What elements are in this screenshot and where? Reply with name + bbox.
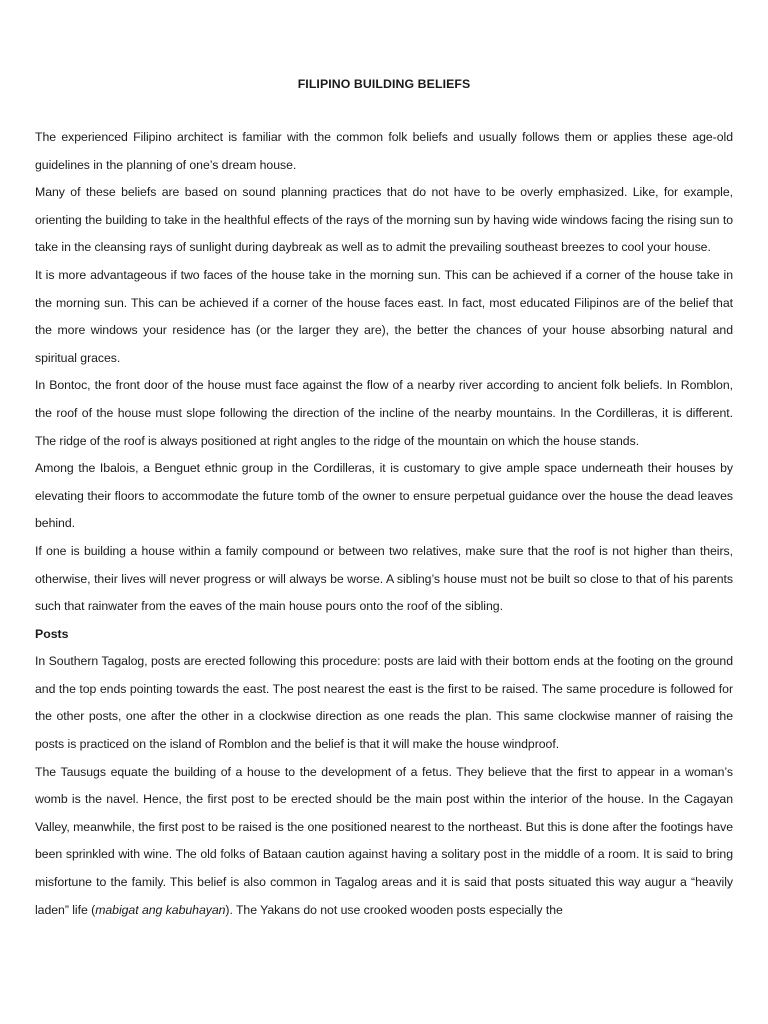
paragraph-southern-tagalog: In Southern Tagalog, posts are erected following this procedure: posts are laid with their bottom ends at the footing on the ground and the top ends pointing towards the east. The post nearest the east is the first to be raised. The same procedure is followed for the other posts, one after the other in a clockwise direction as one reads the plan. This same clockwise manner of raising the posts is practiced on the island of Romblon and the belief is that it will make the house windproof. bbox=[35, 654, 733, 752]
paragraph-tausugs-text: The Tausugs equate the building of a house to the development of a fetus. They believe that the first to appear in a woman’s womb is the navel. Hence, the first post to be erected should be the main post within the interior of the house. In the Cagayan Valley, meanwhile, the first post to be raised is the one positioned nearest to the northeast. But this is done after the footings have been sprinkled with wine. The old folks of Bataan caution against having a solitary post in the middle of a room. It is said to bring misfortune to the family. This belief is also common in Tagalog areas and it is said that posts situated this way augur a “heavily laden” life ( bbox=[35, 764, 733, 917]
paragraph-planning-practices: Many of these beliefs are based on sound planning practices that do not have to be overly emphasized. Like, for example, orienting the building to take in the healthful effects of the rays of the morning sun by having wide windows facing the rising sun to take in the cleansing rays of sunlight during daybreak as well as to admit the prevailing southeast breezes to cool your house. bbox=[35, 185, 733, 255]
paragraph-tausugs-text-end: ). The Yakans do not use crooked wooden posts especially the bbox=[225, 902, 563, 917]
section-heading-posts: Posts bbox=[35, 626, 69, 641]
paragraph-bontoc-romblon: In Bontoc, the front door of the house must face against the flow of a nearby river according to ancient folk beliefs. In Romblon, the roof of the house must slope following the direction of the incline of the nearby mountains. In the Cordilleras, it is different. The ridge of the roof is always positioned at right angles to the ridge of the mountain on which the house stands. bbox=[35, 378, 733, 448]
paragraph-intro: The experienced Filipino architect is familiar with the common folk beliefs and usually follows them or applies these age-old guidelines in the planning of one’s dream house. bbox=[35, 130, 733, 172]
paragraph-tausugs bbox=[35, 759, 733, 925]
paragraph-morning-sun: It is more advantageous if two faces of the house take in the morning sun. This can be achieved if a corner of the house take in the morning sun. This can be achieved if a corner of the house faces east. In fact, most educated Filipinos are of the belief that the more windows your residence has (or the larger they are), the better the chances of your house absorbing natural and spiritual graces. bbox=[35, 267, 733, 365]
paragraph-family-compound: If one is building a house within a family compound or between two relatives, make sure that the roof is not higher than theirs, otherwise, their lives will never progress or will always be worse. A sibling’s house must not be built so close to that of his parents such that rainwater from the eaves of the main house pours onto the roof of the sibling. bbox=[35, 543, 733, 614]
paragraph-ibalois: Among the Ibalois, a Benguet ethnic group in the Cordilleras, it is customary to give ample space underneath their houses by elevating their floors to accommodate the future tomb of the owner to ensure perpetual guidance over the house the dead leaves behind. bbox=[35, 461, 733, 531]
italic-phrase: mabigat ang kabuhayan bbox=[95, 902, 226, 917]
document-text bbox=[35, 124, 733, 924]
document-title: FILIPINO BUILDING BELIEFS bbox=[297, 77, 471, 91]
